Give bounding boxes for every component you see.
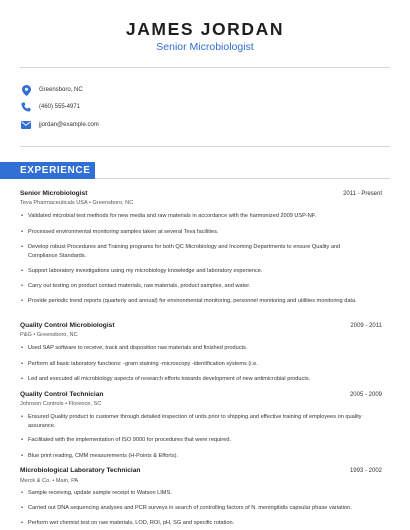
job-bullet: • Sample receiving, update sample receipt to Watson LIMS.: [20, 489, 365, 498]
job-bullet: • Processed environmental monitoring samples taken at several Teva facilities.: [20, 228, 365, 237]
email-text: jjordan@example.com: [39, 122, 99, 128]
phone-text: (460) 555-4971: [39, 104, 81, 110]
job-bullet: • Used SAP software to receive, track and disposition raw materials and finished products.: [20, 344, 365, 353]
candidate-title: Senior Microbiologist: [156, 41, 254, 53]
job-company-location: Johnson Controls • Florence, SC: [20, 401, 102, 407]
contact-location: [20, 84, 83, 96]
section-rule: [95, 178, 390, 179]
job-title: Microbiological Laboratory Technician: [20, 467, 141, 474]
job-dates: 2009 - 2011: [350, 323, 382, 329]
job-bullet: • Ensured Quality product to customer through detailed inspection of units prior to shipping and effective training of employees on quality assurance.: [20, 413, 365, 431]
job-bullet: • Support laboratory investigations using my microbiology knowledge and laboratory experience.: [20, 267, 365, 276]
contact-phone: [20, 101, 80, 113]
job-bullet: • Led and executed all microbiology aspects of research efforts towards development of new antimicrobial products.: [20, 375, 365, 384]
job-bullet: • Validated microbial test methods for new media and raw materials in accordance with the harmonized 2009 USP-NF.: [20, 212, 365, 221]
job-bullet: • Carry out testing on product contact materials, raw materials, product samples, and water.: [20, 282, 365, 291]
job-bullet: • Perform all basic laboratory functions: -gram staining -microscopy -identification systems (i.e.: [20, 360, 365, 369]
divider: [20, 146, 390, 147]
job-dates: 2005 - 2009: [349, 392, 382, 398]
job-title: Quality Control Microbiologist: [20, 322, 115, 329]
map-pin-icon: [20, 84, 32, 96]
job-company-location: Merck & Co. • Main, PA: [20, 478, 79, 484]
candidate-name: JAMES JORDAN: [125, 19, 285, 39]
job-company-location: P&G • Greensboro, NC: [20, 332, 78, 338]
job-title: Quality Control Technician: [20, 391, 104, 398]
envelope-icon: [20, 119, 32, 131]
experience-section-header: [0, 162, 410, 179]
job-bullet: • Facilitated with the implementation of ISO 9000 for procedures that were required.: [20, 436, 365, 445]
job-bullet: • Provide periodic trend reports (quarterly and annual) for environmental monitoring, personnel monitoring and utilities monitoring data.: [20, 297, 365, 306]
contact-email: [20, 119, 99, 131]
job-bullet: • Develop robust Procedures and Training programs for both QC Microbiology and Incoming Departments to ensure Quality and Compliance Standards.: [20, 243, 365, 261]
job-bullet: • Blue print reading, CMM measurements (H-Points & Efforts).: [20, 452, 365, 461]
location-text: Greensboro, NC: [39, 87, 83, 93]
job-bullet: • Perform wet chemist test on raw materials, LOD, ROI, pH, SG and specific rotation.: [20, 519, 365, 528]
job-bullet: • Carried out DNA sequencing analyses and PCR surveys in search of controlling factors of N. meningitidis capsular phase variation.: [20, 504, 365, 513]
section-title: EXPERIENCE: [20, 165, 91, 176]
job-title: Senior Microbiologist: [20, 190, 88, 197]
job-company-location: Teva Pharmaceuticals USA • Greensboro, NC: [20, 200, 134, 206]
job-dates: 1993 - 2002: [349, 468, 382, 474]
job-dates: 2011 - Present: [343, 191, 382, 197]
divider: [20, 67, 390, 68]
phone-icon: [20, 101, 32, 113]
